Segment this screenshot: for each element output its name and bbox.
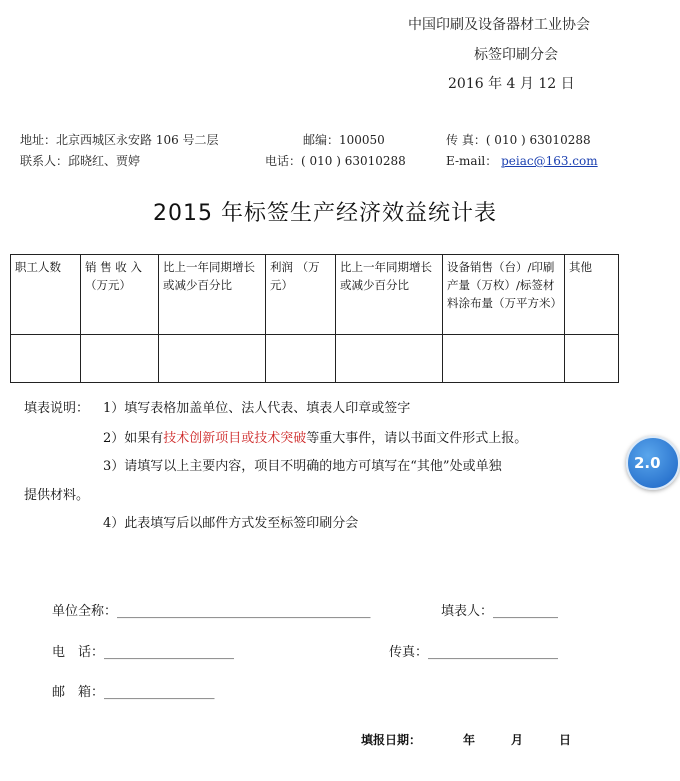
note-1: 1）填写表格加盖单位、法人代表、填表人印章或签字 [103,401,411,416]
cell-sales-change[interactable] [159,335,266,383]
cell-sales[interactable] [81,335,159,383]
contact-phone: 电话：( 010 ) 63010288 [265,154,406,168]
col-header-sales: 销 售 收 入（万元） [81,255,159,335]
contact-email-line [446,152,598,169]
header-org: 中国印刷及设备器材工业协会 [408,17,590,33]
fill-date-field[interactable]: 填报日期： 年 月 日 [361,733,572,747]
cell-staff[interactable] [11,335,81,383]
note-3: 3）请填写以上主要内容，项目不明确的地方可填写在“其他”处或单独 [103,459,502,474]
fax-field[interactable]: 传真：____________________ [389,645,559,660]
note-2-suffix: 等重大事件，请以书面文件形式上报。 [306,431,528,446]
note-4: 4）此表填写后以邮件方式发至标签印刷分会 [103,516,359,531]
col-header-sales-change: 比上一年同期增长或减少百分比 [159,255,266,335]
header-date: 2016 年 4 月 12 日 [448,76,575,92]
filler-field[interactable]: 填表人：__________ [441,604,559,619]
col-header-staff: 职工人数 [11,255,81,335]
contact-postcode: 邮编：100050 [303,133,385,147]
col-header-profit-change: 比上一年同期增长或减少百分比 [336,255,443,335]
contact-person: 联系人：邱晓红、贾婷 [20,154,141,168]
cell-equipment-output[interactable] [443,335,565,383]
cell-profit-change[interactable] [336,335,443,383]
phone-field[interactable]: 电 话：____________________ [52,645,235,660]
cell-profit[interactable] [266,335,336,383]
email-link[interactable]: peiac@163.com [501,154,598,168]
note-3-continued: 提供材料。 [24,488,90,503]
floating-badge[interactable]: 2.0 [626,436,680,490]
cell-other[interactable] [565,335,619,383]
unit-name-field[interactable]: 单位全称：_______________________________________ [52,604,371,619]
col-header-equipment-output: 设备销售（台）/印刷产量（万枚）/标签材料涂布量（万平方米） [443,255,565,335]
note-2 [103,427,527,446]
table-row [11,335,619,383]
notes-label: 填表说明： [24,401,90,416]
stats-table [10,254,619,383]
note-2-highlight: 技术创新项目或技术突破 [163,431,307,446]
note-2-prefix: 2）如果有 [103,431,164,446]
header-branch: 标签印刷分会 [474,47,558,63]
table-header-row [11,255,619,335]
page-title: 2015 年标签生产经济效益统计表 [153,201,497,226]
email-field[interactable]: 邮 箱：_________________ [52,685,215,700]
contact-fax: 传 真：( 010 ) 63010288 [446,133,591,147]
email-label: E-mail： [446,154,498,168]
col-header-other: 其他 [565,255,619,335]
col-header-profit: 利润 （万元） [266,255,336,335]
contact-address: 地址：北京西城区永安路 106 号二层 [20,133,219,147]
